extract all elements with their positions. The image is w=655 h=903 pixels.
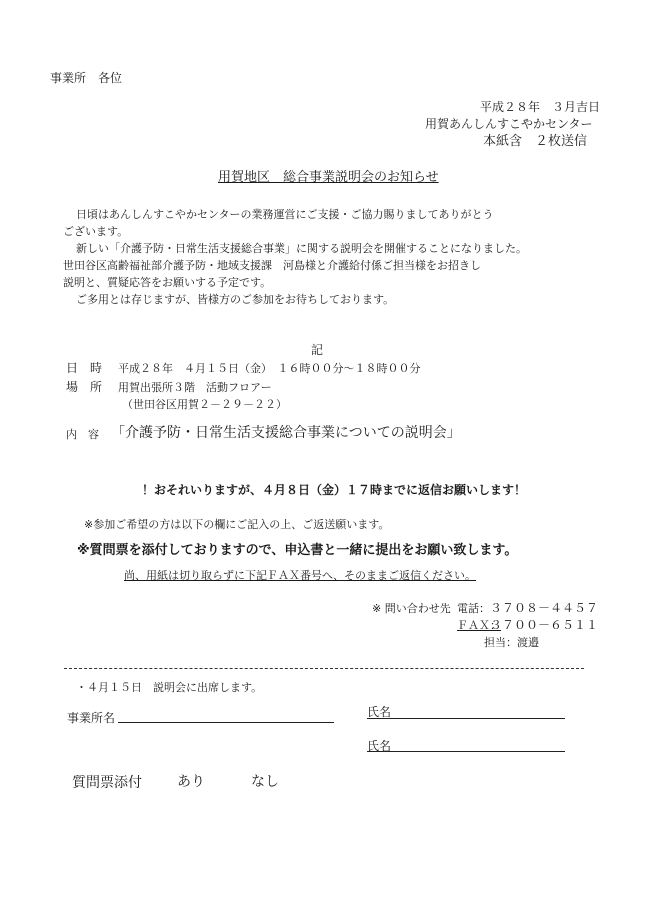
fax-number: ３７００－６５１１ — [490, 618, 599, 632]
phone-label: 電話： — [457, 602, 490, 615]
fax-label: ＦＡＸ： — [457, 619, 501, 632]
cut-line — [64, 668, 584, 669]
option-no[interactable]: なし — [251, 774, 279, 790]
sender-name: 用賀あんしんすこやかセンター — [425, 117, 593, 131]
phone-number: ３７０８－４４５７ — [490, 601, 599, 615]
page-count: 本紙含 ２枚送信 — [483, 134, 588, 149]
place-address: （世田谷区用賀２－２９－２２） — [122, 398, 287, 411]
issue-date: 平成２８年 ３月吉日 — [480, 100, 601, 114]
body-line-1: 日頃はあんしんすこやかセンターの業務運営にご支援・ご協力賜りましてありがとう — [76, 208, 494, 221]
content-label: 内 容 — [66, 428, 99, 441]
ki-mark: 記 — [311, 343, 324, 357]
option-yes[interactable]: あり — [177, 774, 205, 790]
addressee: 事業所 各位 — [50, 71, 123, 85]
name-label-1: 氏名 — [367, 705, 392, 719]
questionnaire-note: ※質問票を添付しておりますので、申込書と一緒に提出をお願い致します。 — [77, 543, 518, 558]
name-field-1[interactable] — [367, 718, 565, 719]
participation-note: ※参加ご希望の方は以下の欄にご記入の上、ご返送願います。 — [84, 518, 390, 531]
name-label-2: 氏名 — [367, 739, 392, 753]
contact-label: ※ 問い合わせ先 — [372, 602, 451, 615]
questionnaire-attached-label: 質問票添付 — [72, 775, 142, 791]
deadline-notice: ！おそれいりますが、４月８日（金）１７時までに返信お願いします！ — [142, 483, 527, 497]
fax-instruction: 尚、用紙は切り取らずに下記ＦＡＸ番号へ、そのままご返信ください。 — [124, 569, 476, 582]
office-name-field[interactable] — [118, 722, 334, 723]
contact-person: 担当：渡邉 — [484, 636, 539, 649]
attendance-statement: ・４月１５日 説明会に出席します。 — [76, 681, 263, 694]
name-field-2[interactable] — [367, 751, 565, 752]
body-line-3: 新しい「介護予防・日常生活支援総合事業」に関する説明会を開催することになりました。 — [76, 242, 527, 255]
content-value: 「介護予防・日常生活支援総合事業についての説明会」 — [111, 425, 461, 441]
office-name-label: 事業所名 — [67, 711, 116, 725]
place-value: 用賀出張所３階 活動フロアー — [118, 381, 272, 394]
place-label: 場 所 — [66, 380, 103, 394]
body-line-4: 世田谷区高齢福祉部介護予防・地域支援課 河島様と介護給付係ご担当様をお招きし — [63, 259, 481, 272]
datetime-value: 平成２８年 ４月１５日（金） １６時００分～１８時００分 — [118, 362, 421, 375]
datetime-label: 日 時 — [66, 361, 103, 375]
body-line-5: 説明と、質疑応答をお願いする予定です。 — [63, 276, 272, 289]
body-line-2: ございます。 — [63, 225, 129, 238]
body-line-6: ご多用とは存じますが、皆様方のご参加をお待ちしております。 — [76, 293, 395, 306]
document-title: 用賀地区 総合事業説明会のお知らせ — [218, 170, 439, 185]
